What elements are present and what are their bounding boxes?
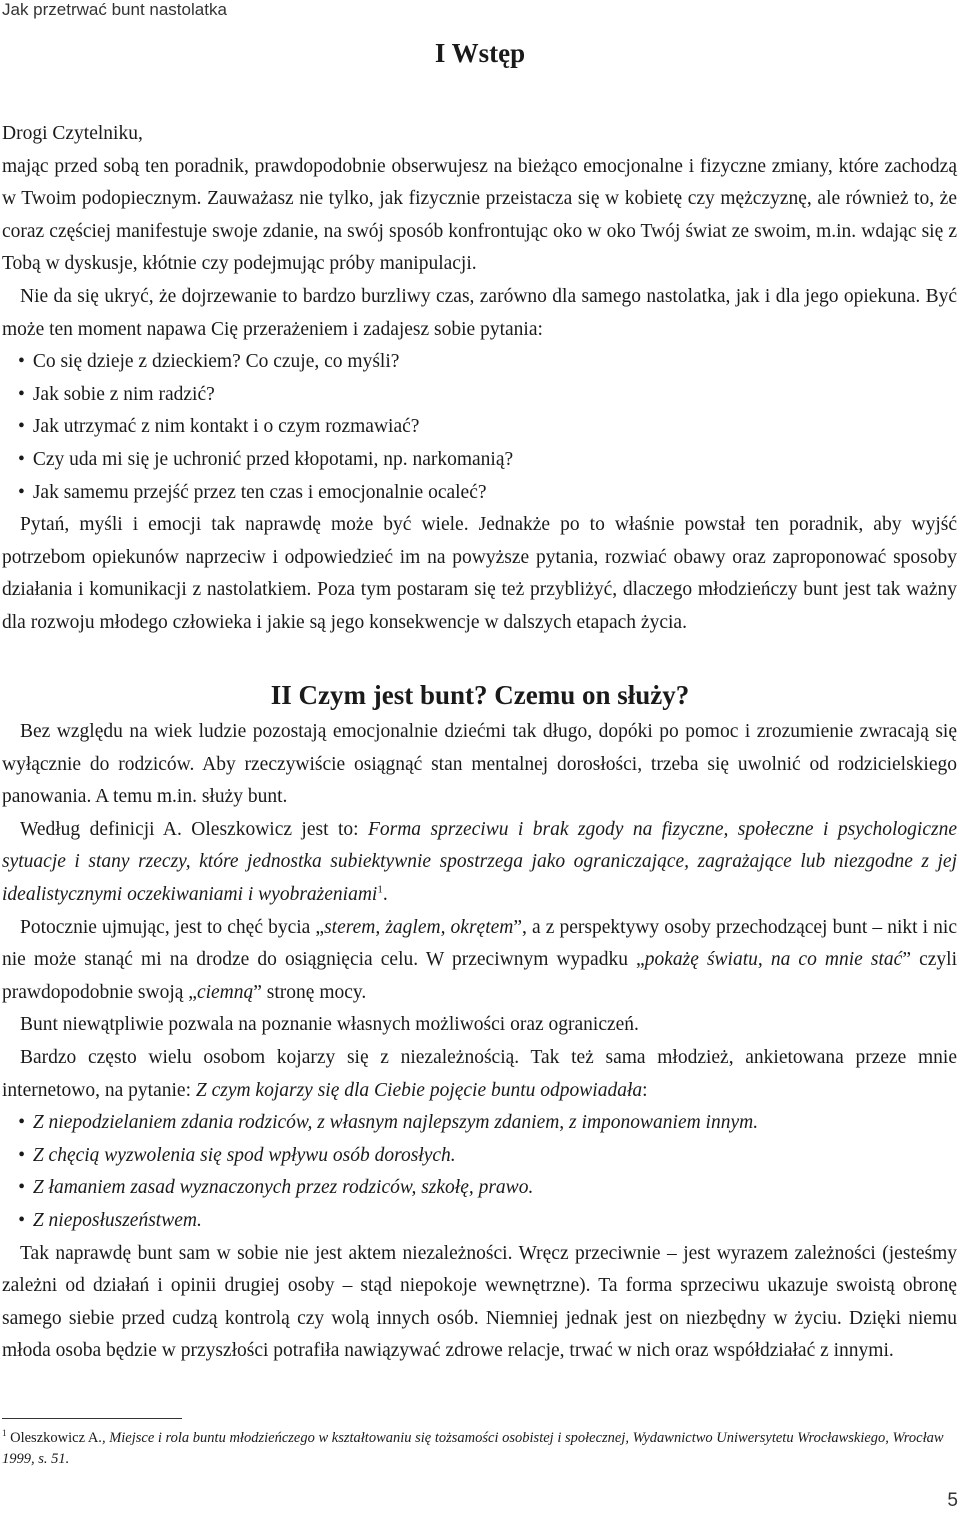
section-title-rebellion: II Czym jest bunt? Czemu on służy?	[270, 680, 690, 710]
running-head: Jak przetrwać bunt nastolatka	[2, 0, 227, 19]
footnote-citation: , Miejsce i rola buntu młodzieńczego w kształtowaniu się tożsamości osobistej i społecznej, Wydawnictwo Uniwersytetu Wrocławskiego, Wrocław 1999, s. 51.	[2, 1430, 944, 1467]
definition-end: .	[382, 883, 388, 905]
list-item: • Z chęcią wyzwolenia się spod wpływu osób dorosłych.	[2, 1140, 957, 1173]
italic-phrase: pokażę światu, na co mnie stać	[644, 949, 903, 971]
list-item: • Czy uda mi się je uchronić przed kłopotami, np. narkomanią?	[2, 444, 957, 477]
survey-answers-list	[2, 1107, 957, 1237]
section-title-intro: I Wstęp	[434, 38, 526, 68]
footnote-ref[interactable]: 1	[377, 883, 383, 896]
text-run: ” stronę mocy.	[253, 981, 367, 1003]
question-list	[2, 346, 957, 509]
list-item: • Z łamaniem zasad wyznaczonych przez rodziców, szkołę, prawo.	[2, 1172, 957, 1205]
list-item: • Co się dzieje z dzieckiem? Co czuje, co myśli?	[2, 346, 957, 379]
footnote	[2, 1428, 952, 1470]
rebellion-paragraph-1: Bez względu na wiek ludzie pozostają emocjonalnie dziećmi tak długo, dopóki po pomoc i zrozumienie zwracają się wyłącznie do rodziców. Aby rzeczywiście osiągnąć stan mentalnej dorosłości, trzeba się uwolnić od rodzicielskiego panowania. A temu m.in. służy bunt.	[2, 721, 957, 808]
survey-question: Z czym kojarzy się dla Ciebie pojęcie buntu odpowiadała	[195, 1079, 643, 1101]
text-run: ” czyli prawdopodobnie swoją „	[2, 949, 957, 1003]
page-number: 5	[947, 1490, 958, 1511]
text-run: Potocznie ujmując, jest to chęć bycia „	[20, 916, 325, 938]
rebellion-section	[2, 716, 957, 1368]
intro-paragraph-2: Nie da się ukryć, że dojrzewanie to bardzo burzliwy czas, zarówno dla samego nastolatka, jak i dla jego opiekuna. Być może ten moment napawa Cię przerażeniem i zadajesz sobie pytania:	[2, 285, 957, 340]
rebellion-paragraph-4: Bunt niewątpliwie pozwala na poznanie własnych możliwości oraz ograniczeń.	[20, 1014, 639, 1036]
text-run: ”, a z perspektywy osoby przechodzącej bunt – nikt i nic nie może stanąć mi na drodze do osiągnięcia celu. W przeciwnym wypadku „	[2, 916, 957, 971]
text-run: :	[642, 1079, 648, 1101]
intro-paragraph-1: mając przed sobą ten poradnik, prawdopodobnie obserwujesz na bieżąco emocjonalne i fizyczne zmiany, które zachodzą w Twoim podopiecznym. Zauważasz nie tylko, jak fizycznie przeistacza się w kobietę czy mężczyznę, ale również to, że coraz częściej manifestuje swoje zdanie, na swój sposób konfrontując oko w oko Twój świat ze swoim, m.in. wdając się z Tobą w dyskusje, kłótnie czy podejmując próby manipulacji.	[2, 155, 957, 275]
definition-paragraph	[2, 814, 957, 912]
italic-phrase: sterem, żaglem, okrętem	[324, 916, 514, 938]
footnote-author: Oleszkowicz A.	[10, 1430, 102, 1446]
colloquial-paragraph	[2, 912, 957, 1010]
definition-lead: Według definicji A. Oleszkowicz jest to:	[20, 818, 368, 840]
italic-phrase: ciemną	[196, 981, 254, 1003]
list-item: • Z niepodzielaniem zdania rodziców, z własnym najlepszym zdaniem, z imponowaniem innym.	[2, 1107, 957, 1140]
list-item: • Jak utrzymać z nim kontakt i o czym rozmawiać?	[2, 411, 957, 444]
text-run: Bardzo często wielu osobom kojarzy się z niezależnością. Tak też sama młodzież, ankietowana przeze mnie internetowo, na pytanie:	[2, 1046, 957, 1101]
survey-paragraph	[2, 1042, 957, 1107]
list-item: • Jak samemu przejść przez ten czas i emocjonalnie ocaleć?	[2, 477, 957, 510]
intro-paragraph-3: Pytań, myśli i emocji tak naprawdę może być wiele. Jednakże po to właśnie powstał ten poradnik, aby wyjść potrzebom opiekunów naprzeciw i odpowiedzieć im na powyższe pytania, rozwiać obawy oraz zaproponować sposoby działania i komunikacji z nastolatkiem. Poza tym postaram się też przybliżyć, dlaczego młodzieńczy bunt jest tak ważny dla rozwoju młodego człowieka i jakie są jego konsekwencje w dalszych etapach życia.	[2, 514, 957, 633]
greeting: Drogi Czytelniku,	[2, 123, 143, 144]
definition-quote: Forma sprzeciwu i brak zgody na fizyczne, społeczne i psychologiczne sytuacje i stany rzeczy, które jednostka subiektywnie spostrzega jako ograniczające, zagrażające lub niezgodne z jej idealistycznymi oczekiwaniami i wyobrażeniami	[2, 818, 957, 905]
list-item: • Z nieposłuszeństwem.	[2, 1205, 957, 1238]
footnote-marker: 1	[2, 1428, 7, 1439]
intro-section	[2, 118, 957, 640]
footnote-divider	[2, 1418, 182, 1419]
list-item: • Jak sobie z nim radzić?	[2, 379, 957, 412]
rebellion-paragraph-6: Tak naprawdę bunt sam w sobie nie jest aktem niezależności. Wręcz przeciwnie – jest wyrazem zależności (jesteśmy zależni od działań i opinii drugiej osoby – stąd niepokoje wewnętrzne). Ta forma sprzeciwu ukazuje swoistą obronę samego siebie przed cudzą kontrolą czy wolą innych osób. Niemniej jednak jest on niezbędny w życiu. Dzięki niemu młoda osoba będzie w przyszłości potrafiła nawiązywać zdrowe relacje, trwać w nich oraz współdziałać z innymi.	[2, 1242, 957, 1362]
